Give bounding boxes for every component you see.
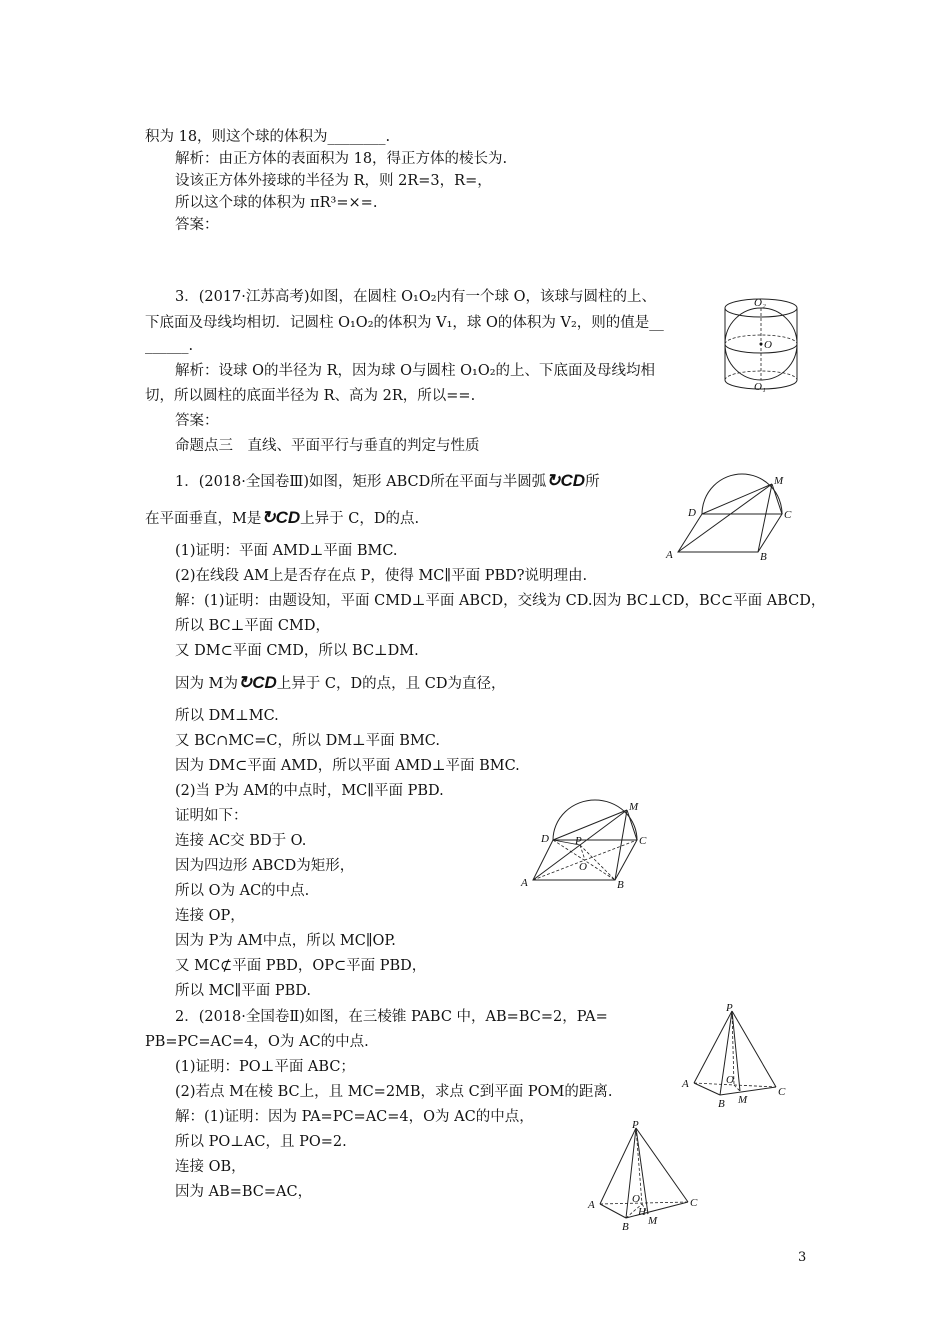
text-line: 证明如下： (175, 808, 248, 824)
cylinder-sphere-figure (720, 290, 802, 400)
label-b: B (622, 1221, 629, 1233)
text-line: 连接 OP， (175, 908, 245, 924)
text-line: 2．(2018·全国卷Ⅱ)如图，在三棱锥 PABC 中，AB=BC=2，PA= (175, 1009, 608, 1025)
text-span: 所 (585, 474, 600, 490)
text-line: 所以这个球的体积为 πR³=×=. (175, 195, 378, 211)
text-line: 又 MC⊄平面 PBD，OP⊂平面 PBD， (175, 958, 427, 974)
pyramid-figure (680, 1003, 790, 1113)
text-line: 设该正方体外接球的半径为 R，则 2R=3，R=， (175, 173, 492, 189)
text-line: ______. (145, 338, 194, 354)
text-line: 解：(1)证明：由题设知，平面 CMD⊥平面 ABCD，交线为 CD.因为 BC⊥CD，BC⊂平面 ABCD， (175, 593, 826, 609)
arc-symbol: ↻CD (261, 508, 301, 527)
label-o2: O₂ (754, 297, 766, 309)
label-o: O (632, 1193, 640, 1205)
text-line: 答案： (175, 413, 219, 429)
text-line: 所以 PO⊥AC，且 PO=2. (175, 1134, 347, 1150)
arc-symbol: ↻CD (237, 673, 277, 692)
label-m: M (648, 1215, 658, 1227)
text-line: 所以 O为 AC的中点. (175, 883, 310, 899)
text-line: 3．(2017·江苏高考)如图，在圆柱 O₁O₂内有一个球 O，该球与圆柱的上、 (175, 289, 657, 305)
label-a: A (588, 1199, 595, 1211)
text-line: 所以 DM⊥MC. (175, 708, 279, 724)
label-m: M (629, 801, 639, 813)
text-line: 连接 AC交 BD于 O. (175, 833, 307, 849)
text-line: PB=PC=AC=4，O为 AC的中点. (145, 1034, 369, 1050)
page-number: 3 (798, 1250, 807, 1265)
text-line (175, 673, 505, 694)
label-c: C (778, 1086, 786, 1098)
text-span: 上异于 C，D的点，且 CD为直径， (276, 676, 506, 692)
label-o1: O₁ (754, 381, 766, 393)
text-line: (1)证明：PO⊥平面 ABC； (175, 1059, 355, 1075)
rect-semicircle-p-figure (515, 798, 645, 890)
arc-label: CD (252, 673, 277, 692)
label-d: D (541, 833, 549, 845)
text-span: 1．(2018·全国卷Ⅲ)如图，矩形 ABCD所在平面与半圆弧 (175, 474, 547, 490)
label-c: C (690, 1197, 698, 1209)
text-line: 解析：由正方体的表面积为 18，得正方体的棱长为. (175, 151, 508, 167)
text-line: 答案： (175, 217, 219, 233)
label-o: O (726, 1074, 734, 1086)
label-p: P (726, 1002, 733, 1014)
text-span: 上异于 C，D的点. (300, 511, 420, 527)
label-p: P (575, 835, 582, 847)
arc-label: CD (560, 471, 586, 490)
text-line: 又 DM⊂平面 CMD，所以 BC⊥DM. (175, 643, 419, 659)
pyramid-h-figure (588, 1118, 700, 1238)
text-line: 因为四边形 ABCD为矩形， (175, 858, 355, 874)
label-m: M (738, 1094, 748, 1106)
text-line: 因为 P为 AM中点，所以 MC∥OP. (175, 933, 396, 949)
text-line: 解：(1)证明：因为 PA=PC=AC=4，O为 AC的中点， (175, 1109, 534, 1125)
label-b: B (617, 879, 624, 891)
label-a: A (682, 1078, 689, 1090)
rect-semicircle-figure (660, 470, 790, 562)
label-h: H (638, 1206, 646, 1218)
text-line: 解析：设球 O的半径为 R，因为球 O与圆柱 O₁O₂的上、下底面及母线均相 (175, 363, 656, 379)
text-line: 又 BC∩MC=C，所以 DM⊥平面 BMC. (175, 733, 440, 749)
text-span: 因为 M为 (175, 676, 238, 692)
text-line: 因为 AB=BC=AC， (175, 1184, 313, 1200)
text-line: (1)证明：平面 AMD⊥平面 BMC. (175, 543, 398, 559)
text-line (145, 508, 419, 529)
text-line: (2)当 P为 AM的中点时，MC∥平面 PBD. (175, 783, 444, 799)
text-line: 所以 MC∥平面 PBD. (175, 983, 311, 999)
label-b: B (760, 551, 767, 563)
arc-symbol: ↻CD (546, 471, 586, 490)
label-c: C (639, 835, 647, 847)
text-line: (2)若点 M在棱 BC上，且 MC=2MB，求点 C到平面 POM的距离. (175, 1084, 613, 1100)
text-line: 所以 BC⊥平面 CMD， (175, 618, 330, 634)
label-b: B (718, 1098, 725, 1110)
label-o: O (764, 339, 772, 351)
text-line: 积为 18，则这个球的体积为________. (145, 129, 391, 145)
text-line: 连接 OB， (175, 1159, 246, 1175)
label-p: P (632, 1119, 639, 1131)
label-c: C (784, 509, 792, 521)
text-line: (2)在线段 AM上是否存在点 P，使得 MC∥平面 PBD?说明理由. (175, 568, 588, 584)
label-d: D (688, 507, 696, 519)
arc-label: CD (275, 508, 301, 527)
label-a: A (666, 549, 673, 561)
text-line: 因为 DM⊂平面 AMD，所以平面 AMD⊥平面 BMC. (175, 758, 520, 774)
text-line (175, 471, 600, 492)
label-o: O (579, 861, 587, 873)
label-m: M (774, 475, 784, 487)
section-heading: 命题点三 直线、平面平行与垂直的判定与性质 (175, 438, 480, 454)
label-a: A (521, 877, 528, 889)
text-span: 在平面垂直，M是 (145, 511, 262, 527)
text-line: 下底面及母线均相切．记圆柱 O₁O₂的体积为 V₁，球 O的体积为 V₂，则的值是__ (145, 315, 664, 331)
text-line: 切，所以圆柱的底面半径为 R、高为 2R，所以==. (145, 388, 476, 404)
